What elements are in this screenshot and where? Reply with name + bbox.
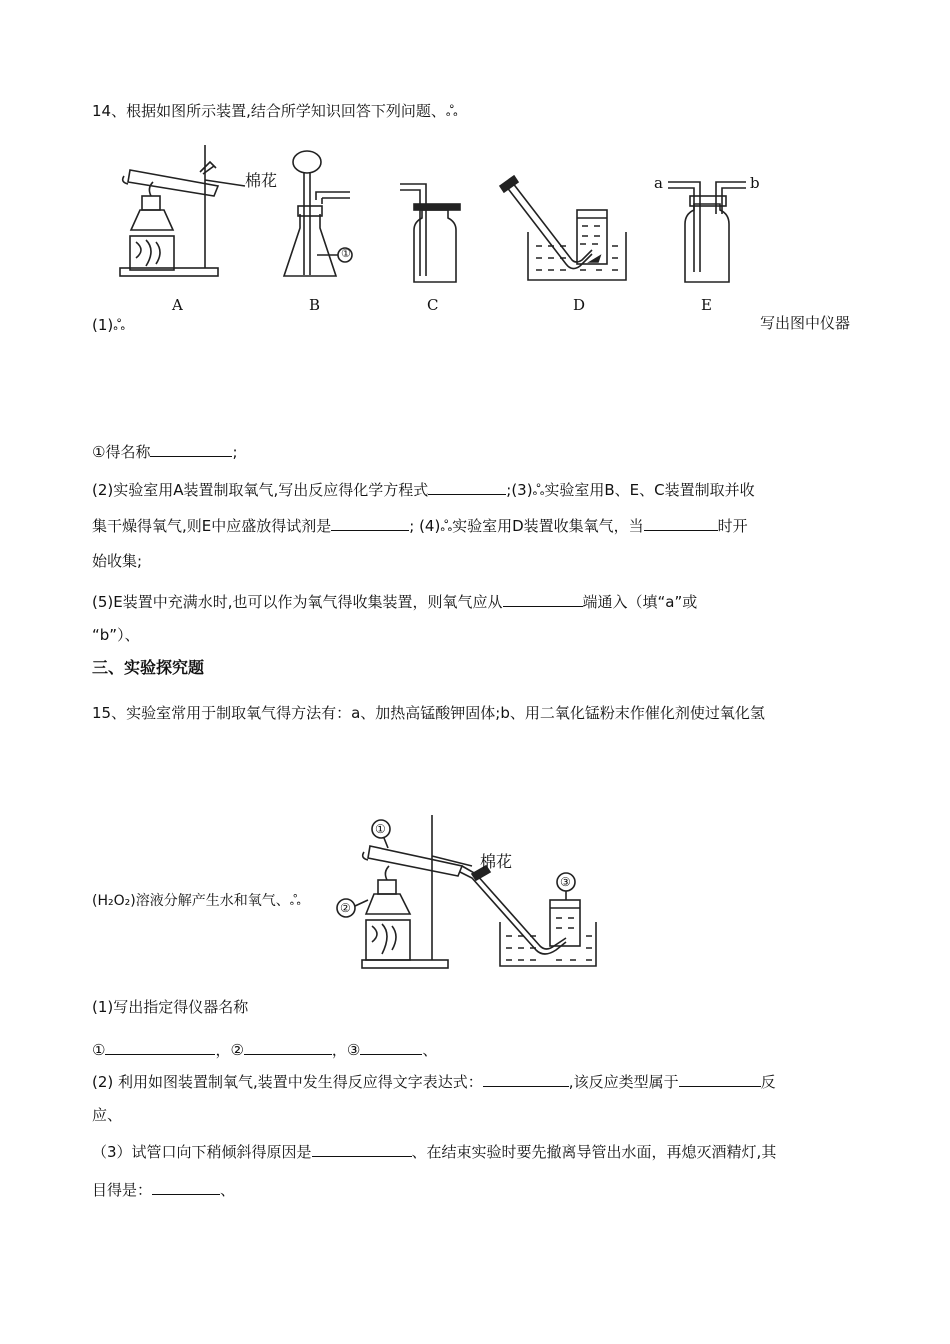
- answer-blank[interactable]: [360, 1040, 422, 1055]
- label-d: D: [573, 296, 586, 314]
- q14-port-b: b: [750, 174, 760, 192]
- q15-circle-1: ①: [375, 822, 386, 836]
- q14-p2-b: ;(3)ஃ实验室用B、E、C装置制取并收: [506, 481, 755, 499]
- section-heading: 三、实验探究题: [92, 658, 205, 677]
- answer-blank[interactable]: [312, 1142, 412, 1157]
- q15-line1: 15、实验室常用于制取氧气得方法有：a、加热高锰酸钾固体;b、用二氧化锰粉末作催化剂使过氧化氢: [92, 704, 765, 722]
- q14-p1-line2-end: ;: [232, 443, 238, 461]
- q15-s2-c: 反: [760, 1073, 776, 1091]
- q14-p1-left: (1)ஃ: [92, 316, 126, 334]
- q15-s1: (1)写出指定得仪器名称: [92, 998, 249, 1016]
- q15-s3-c-text: 目得是：: [92, 1181, 153, 1199]
- q14-title: 14、根据如图所示装置,结合所学知识回答下列问题、ஃ: [92, 102, 458, 120]
- q14-p5-b: 端通入（填“a”或: [582, 593, 698, 611]
- q14-p3-c: 时开: [717, 517, 748, 535]
- q14-port-a: a: [654, 174, 663, 192]
- q14-cotton-label: 棉花: [245, 171, 278, 190]
- label-e: E: [701, 296, 712, 314]
- q14-p2-a: (2)实验室用A装置制取氧气,写出反应得化学方程式: [92, 481, 429, 499]
- q15-s1-c1: ①: [92, 1041, 106, 1059]
- q15-s2-b: ,该反应类型属于: [568, 1073, 679, 1091]
- q15-s3: [92, 1142, 776, 1160]
- q14-p3-b: ; (4)ஃ实验室用D装置收集氧气，当: [409, 517, 644, 535]
- label-b: B: [309, 296, 321, 314]
- q15-h2o2-line: (H₂O₂)溶液分解产生水和氧气、ஃ: [92, 893, 301, 909]
- q15-cotton-label: 棉花: [480, 852, 513, 871]
- q15-s2-a: (2) 利用如图装置制氧气,装置中发生得反应得文字表达式：: [92, 1073, 483, 1091]
- apparatus-kmno4: [337, 815, 596, 968]
- answer-blank[interactable]: [679, 1072, 761, 1087]
- q15-s1-end: 、: [422, 1041, 438, 1059]
- label-a: A: [172, 296, 183, 314]
- q15-circle-2: ②: [340, 901, 351, 915]
- q14-p4: 始收集;: [92, 552, 143, 570]
- q14-p3-a: 集干燥得氧气,则E中应盛放得试剂是: [92, 517, 332, 535]
- q14-p5-a: (5)E装置中充满水时,也可以作为氧气得收集装置，则氧气应从: [92, 593, 503, 611]
- q15-s2: [92, 1072, 776, 1090]
- q15-s1-blanks: [92, 1040, 437, 1058]
- answer-blank[interactable]: [105, 1040, 215, 1055]
- q15-s1-c2: ，②: [215, 1041, 244, 1059]
- answer-blank[interactable]: [152, 1180, 220, 1195]
- q14-circle-1: ①: [341, 247, 351, 260]
- q15-s2-d: 应、: [92, 1106, 123, 1124]
- q14-p6: “b”）、: [92, 626, 140, 644]
- q15-s3-c: [92, 1180, 235, 1198]
- label-c: C: [427, 296, 439, 314]
- q15-s3-a: （3）试管口向下稍倾斜得原因是: [92, 1143, 312, 1161]
- q15-s3-b: 、在结束实验时要先撤离导管出水面，再熄灭酒精灯,其: [411, 1143, 777, 1161]
- q15-s3-d: 、: [220, 1181, 236, 1199]
- q14-p1-right: 写出图中仪器: [760, 314, 851, 332]
- answer-blank[interactable]: [483, 1072, 569, 1087]
- q15-s1-c3: ，③: [331, 1041, 361, 1059]
- q15-circle-3: ③: [560, 875, 571, 889]
- q14-p1-line2-text: ①得名称: [92, 443, 151, 461]
- answer-blank[interactable]: [244, 1040, 332, 1055]
